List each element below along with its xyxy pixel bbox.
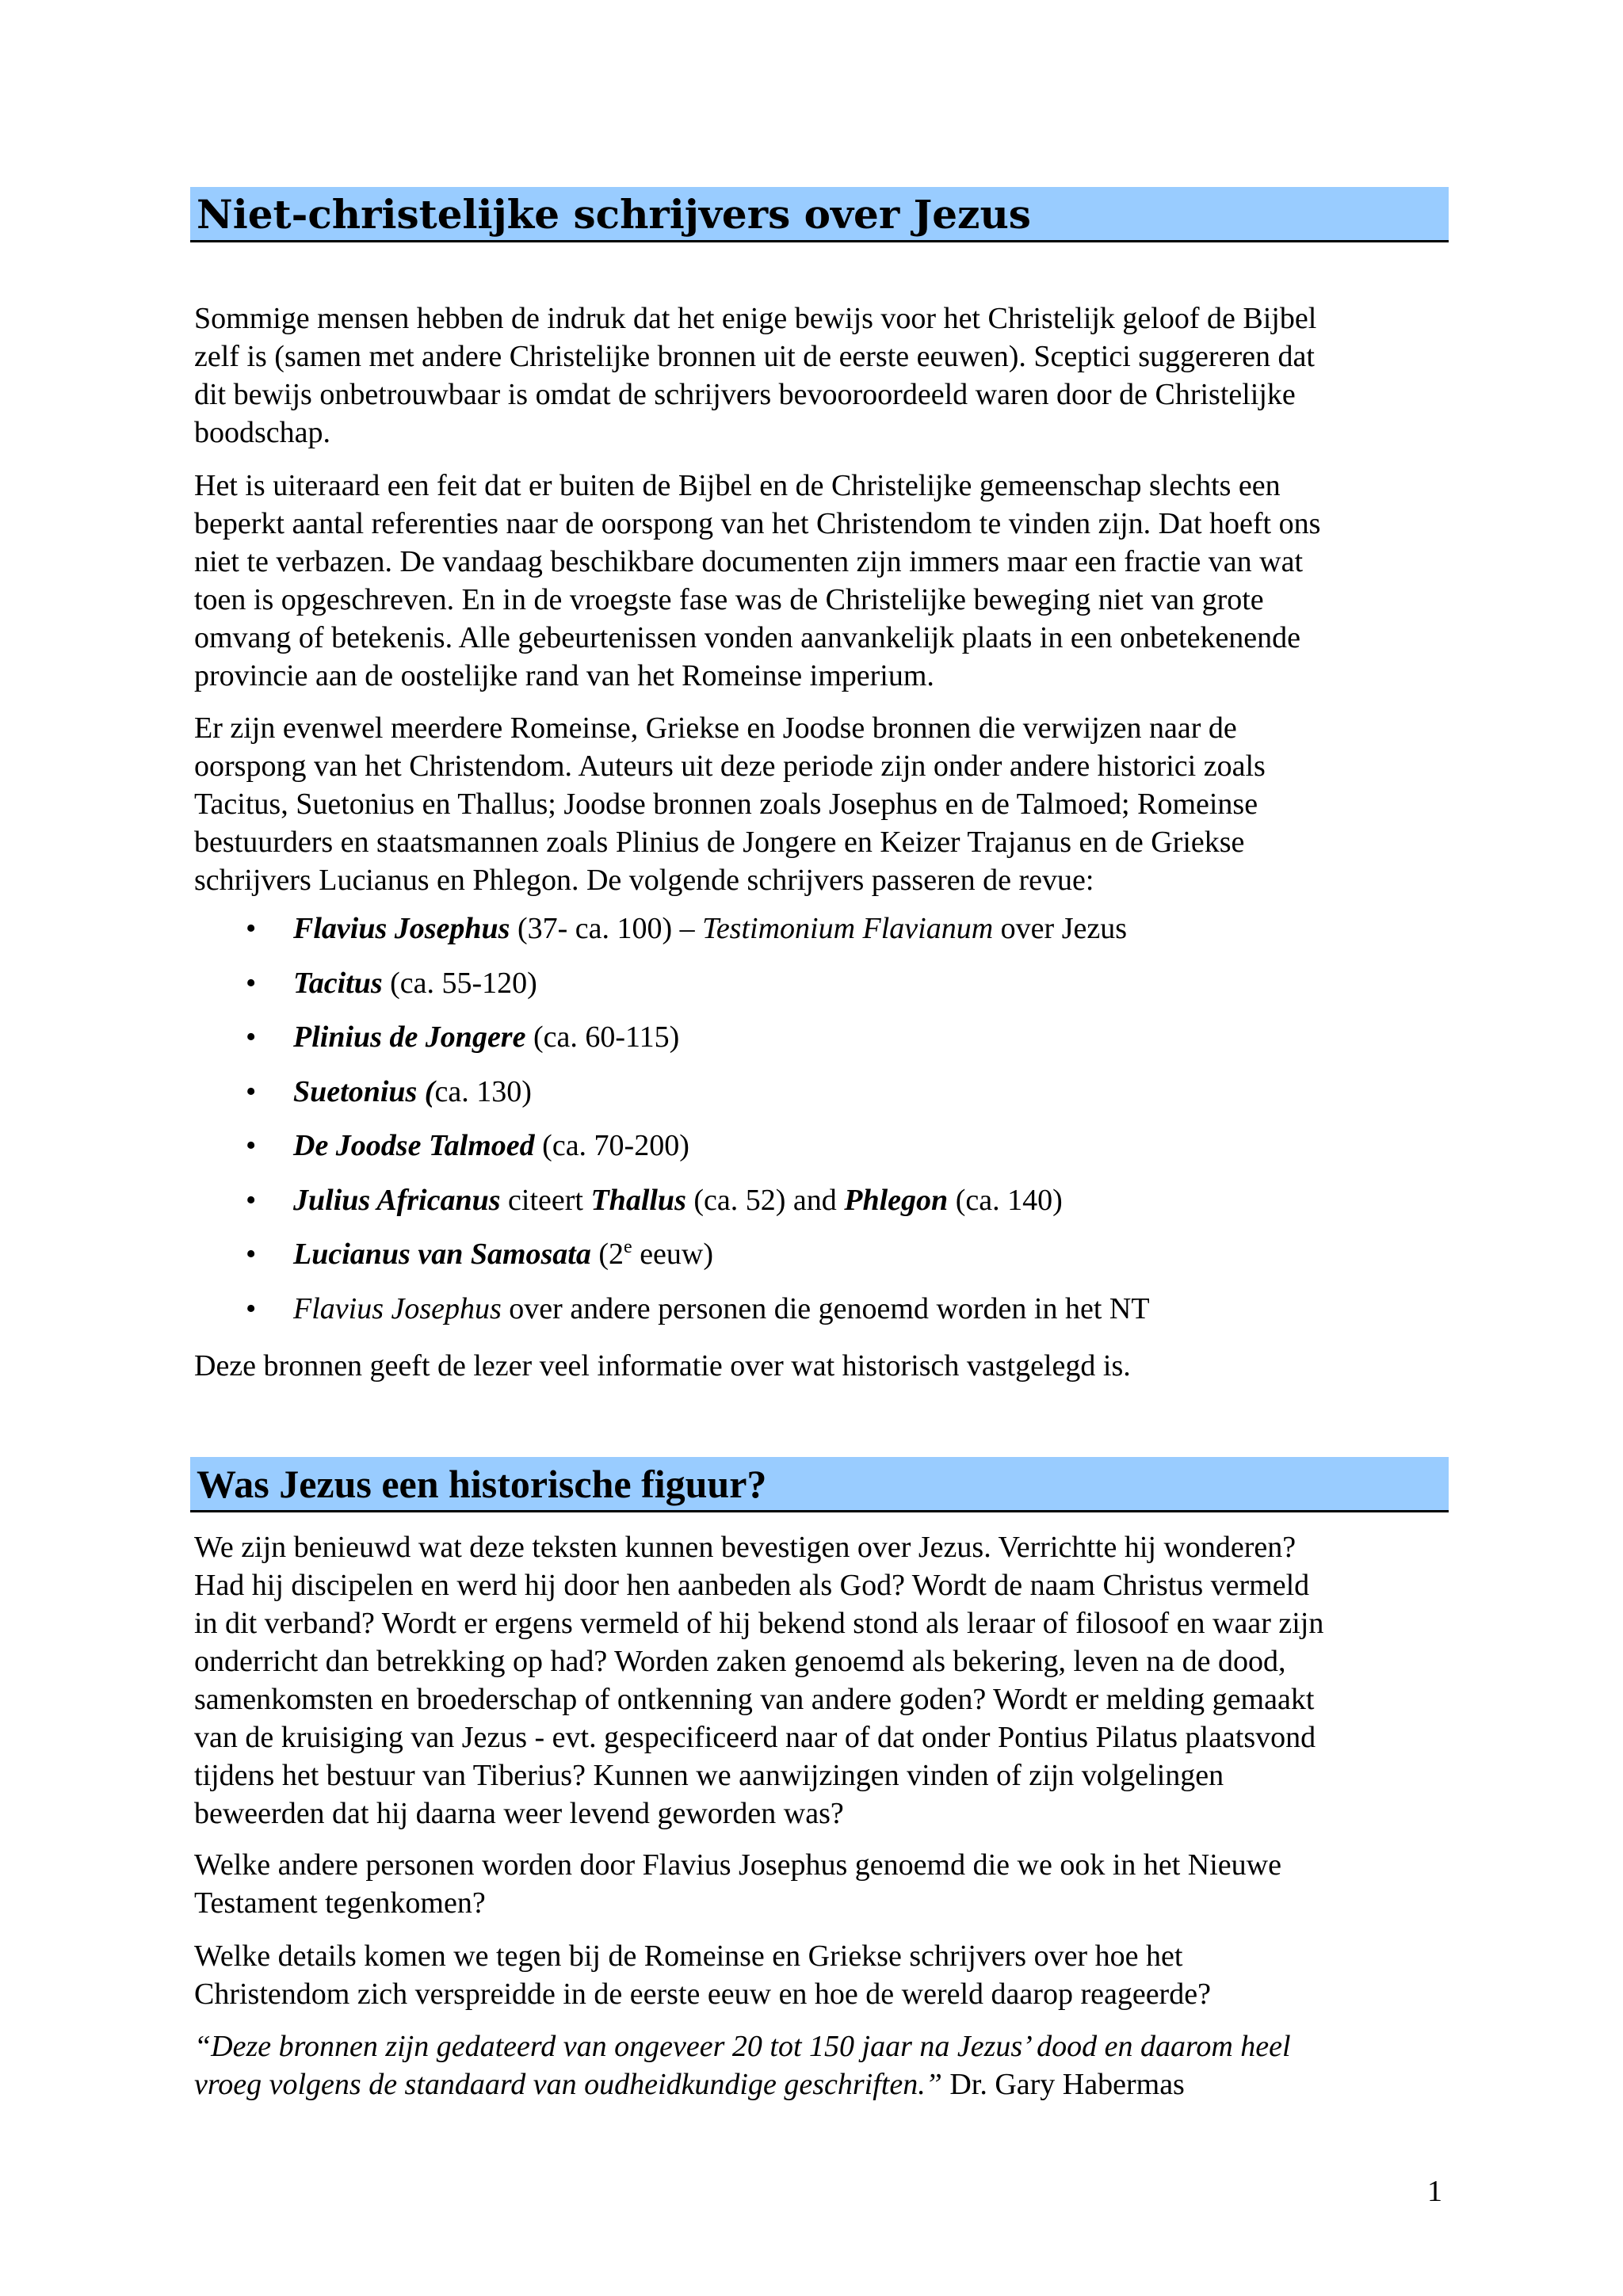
text-line: Tacitus, Suetonius en Thallus; Joodse bronnen zoals Josephus en de Talmoed; Romeinse [194,788,1258,821]
paragraph [194,1846,1462,1922]
quote-line: “Deze bronnen zijn gedateerd van ongeveer 20 tot 150 jaar na Jezus’ dood en daarom heel [194,2030,1291,2063]
text-line: Christendom zich verspreidde in de eerste eeuw en hoe de wereld daarop reageerde? [194,1978,1211,2011]
text-line: Welke details komen we tegen bij de Romeinse en Griekse schrijvers over hoe het [194,1939,1183,1973]
section-title: Niet-christelijke schrijvers over Jezus [197,191,1031,238]
list-item-text: Lucianus van Samosata (2e eeuw) [293,1237,714,1271]
list-item-text: Flavius Josephus over andere personen die genoemd worden in het NT [293,1291,1150,1325]
paragraph [194,1347,1462,1385]
paragraph [194,1937,1462,2013]
text-line: toen is opgeschreven. En in de vroegste fase was de Christelijke beweging niet van grote [194,583,1264,616]
text-line: Er zijn evenwel meerdere Romeinse, Griekse en Joodse bronnen die verwijzen naar de [194,711,1237,745]
text-line: Sommige mensen hebben de indruk dat het enige bewijs voor het Christelijk geloof de Bijbel [194,302,1317,335]
quote [194,2027,1462,2103]
bullet-icon: • [246,1238,257,1271]
bullet-icon: • [246,1020,257,1054]
text-line: onderricht dan betrekking op had? Worden zaken genoemd als bekering, leven na de dood, [194,1645,1286,1678]
paragraph [194,709,1462,899]
text-line: schrijvers Lucianus en Phlegon. De volgende schrijvers passeren de revue: [194,864,1094,897]
paragraph [194,299,1462,452]
bullet-icon: • [246,912,257,945]
text-line: bestuurders en staatsmannen zoals Plinius de Jongere en Keizer Trajanus en de Griekse [194,826,1245,859]
list-item-text: Julius Africanus citeert Thallus (ca. 52) and Phlegon (ca. 140) [293,1183,1063,1217]
text-line: beperkt aantal referenties naar de oorspong van het Christendom te vinden zijn. Dat hoeft ons [194,507,1321,540]
text-line: tijdens het bestuur van Tiberius? Kunnen we aanwijzingen vinden of zijn volgelingen [194,1759,1224,1792]
text-line: provincie aan de oostelijke rand van het Romeinse imperium. [194,659,934,692]
list-item-text: Plinius de Jongere (ca. 60-115) [293,1020,680,1054]
text-line: van de kruisiging van Jezus - evt. gespecificeerd naar of dat onder Pontius Pilatus plaatsvond [194,1721,1316,1754]
text-line: Welke andere personen worden door Flavius Josephus genoemd die we ook in het Nieuwe [194,1848,1281,1882]
list-item-text: De Joodse Talmoed (ca. 70-200) [293,1129,689,1162]
text-line: Testament tegenkomen? [194,1886,486,1920]
text-line: We zijn benieuwd wat deze teksten kunnen bevestigen over Jezus. Verrichtte hij wonderen? [194,1531,1296,1564]
bullet-icon: • [246,1183,257,1217]
text-line: Het is uiteraard een feit dat er buiten de Bijbel en de Christelijke gemeenschap slechts een [194,469,1281,502]
text-line: omvang of betekenis. Alle gebeurtenissen vonden aanvankelijk plaats in een onbetekenende [194,621,1301,654]
text-line: boodschap. [194,416,331,449]
text-line: niet te verbazen. De vandaag beschikbare documenten zijn immers maar een fractie van wat [194,545,1304,578]
quote-author: Dr. Gary Habermas [941,2068,1185,2101]
quote-line: vroeg volgens de standaard van oudheidkundige geschriften.” Dr. Gary Habermas [194,2068,1185,2101]
text-line: dit bewijs onbetrouwbaar is omdat de schrijvers bevooroordeeld waren door de Christelijke [194,378,1296,411]
paragraph [194,1528,1462,1833]
bullet-icon: • [246,1074,257,1108]
paragraph [194,467,1462,695]
bullet-icon: • [246,1291,257,1325]
section-title: Was Jezus een historische figuur? [197,1462,767,1506]
bullet-icon: • [246,966,257,1000]
list-item-text: Suetonius (ca. 130) [293,1074,532,1108]
text-line: beweerden dat hij daarna weer levend geworden was? [194,1797,844,1830]
text-line: in dit verband? Wordt er ergens vermeld of hij bekend stond als leraar of filosoof en waar zijn [194,1607,1324,1640]
text-line: zelf is (samen met andere Christelijke bronnen uit de eerste eeuwen). Sceptici suggereren dat [194,340,1315,373]
list-item-text: Flavius Josephus (37- ca. 100) – Testimonium Flavianum over Jezus [293,912,1128,945]
text-line: Had hij discipelen en werd hij door hen aanbeden als God? Wordt de naam Christus vermeld [194,1569,1310,1602]
list-item-text: Tacitus (ca. 55-120) [293,966,537,1000]
page-number: 1 [1427,2175,1442,2208]
text-line: Deze bronnen geeft de lezer veel informatie over wat historisch vastgelegd is. [194,1349,1131,1383]
text-line: samenkomsten en broederschap of ontkenning van andere goden? Wordt er melding gemaakt [194,1683,1315,1716]
bullet-icon: • [246,1129,257,1162]
text-line: oorspong van het Christendom. Auteurs uit deze periode zijn onder andere historici zoals [194,749,1266,783]
